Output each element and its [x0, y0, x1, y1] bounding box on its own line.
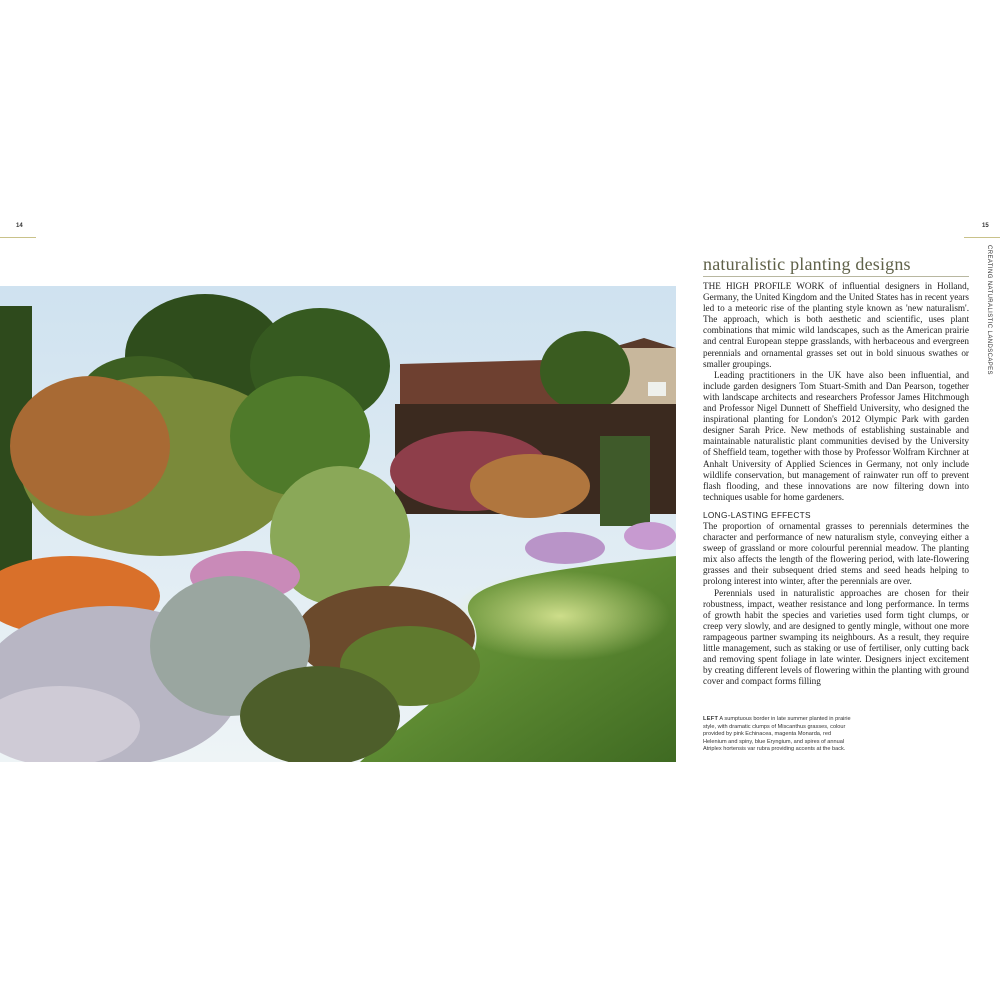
intro-paragraph [703, 281, 969, 370]
paragraph-proportion: The proportion of ornamental grasses to perennials determines the character and performance of new naturalism style, conveying either a sweep of grassland or more colourful perennial meadow. The planting mix also affects the length of the flowering period, with late-flowering grasses and their subsequent dried stems and seed heads helping to prolong interest into winter, after the perennials are over. [703, 521, 969, 587]
garden-border-photo [0, 286, 676, 762]
page-number-right: 15 [982, 223, 989, 229]
body-text-intro [703, 281, 969, 503]
paragraph-practitioners: Leading practitioners in the UK have also been influential, and include garden designers Tom Stuart-Smith and Dan Pearson, together with landscape architects and researchers Professor James Hitchmough and Professor Nigel Dunnett of Sheffield University, who designed the inspirational planting for London's 2012 Olympic Park with garden designer Sarah Price. New methods of establishing sustainable and maintainable naturalistic plant communities devised by the University of Sheffield team, together with those by Professor Wolfram Kirchner at Anhalt University of Applied Sciences in Germany, not only include wildlife conservation, but management of rainwater run off to prevent flash flooding, and these innovations are now filtering down into techniques usable for home gardeners. [703, 369, 969, 502]
section-title: naturalistic planting designs [703, 254, 911, 274]
folio-rule-left [0, 237, 36, 238]
title-rule [703, 276, 969, 277]
photo-caption [703, 716, 853, 754]
running-head: CREATING NATURALISTIC LANDSCAPES [986, 245, 992, 375]
folio-rule-right [964, 237, 1000, 238]
caption-text: A sumptuous border in late summer planted in prairie style, with dramatic clumps of Miscanthus grasses, colour provided by pink Echinacea, magenta Monarda, red Helenium and spiny, blue Eryngium, and spires of annual Atriplex hortensis var rubra providing accents at the back. [703, 716, 851, 753]
body-text-long-lasting [703, 521, 969, 687]
paragraph-perennials: Perennials used in naturalistic approaches are chosen for their robustness, impact, weather resistance and long performance. In terms of growth habit the species and varieties used form tight clumps, or creep very slowly, and are designed to gently mingle, without one more rampageous partner swamping its neighbours. As a result, they require little management, such as staking or use of fertiliser, only cutting back and removing spent foliage in late winter. Designers inject excitement by creating different levels of flowering within the planting with ground cover and compact forms filling [703, 587, 969, 687]
caption-lead: LEFT [703, 716, 719, 722]
page-number-left: 14 [16, 223, 23, 229]
subheading-long-lasting-effects: LONG-LASTING EFFECTS [703, 510, 811, 520]
intro-smallcaps: THE HIGH PROFILE WORK [703, 281, 825, 291]
intro-text: of influential designers in Holland, Germany, the United Kingdom and the United States has in recent years led to a meteoric rise of the planting style known as 'new naturalism'. The approach, which is both aesthetic and scientific, uses plant combinations that mimic wild landscapes, such as the American prairie and central European steppe grasslands, with herbaceous and evergreen perennials and ornamental grasses set out in bold sinuous swathes or smaller groupings. [703, 281, 969, 369]
